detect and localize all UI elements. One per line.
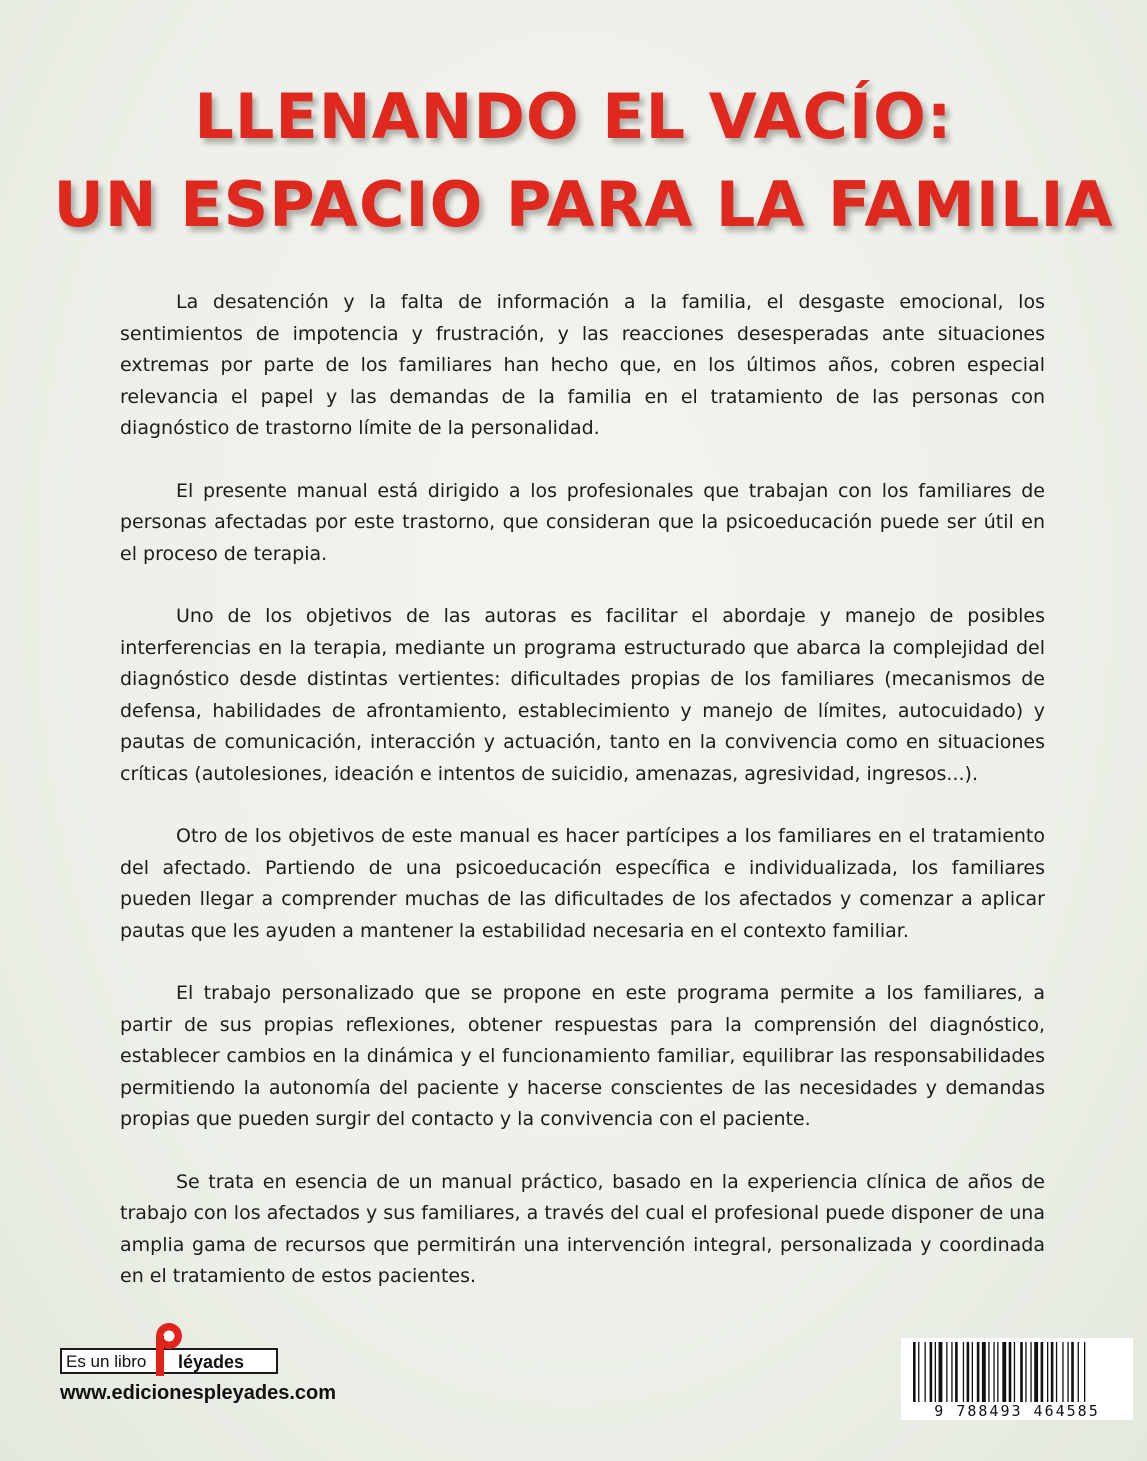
paragraph-2: El presente manual está dirigido a los profesionales que trabajan con los familiares de personas afectadas por este trastorno, que consideran que la psicoeducación puede ser útil en el proceso de terapia. bbox=[120, 479, 1045, 565]
barcode-bar bbox=[913, 1342, 916, 1402]
barcode bbox=[901, 1338, 1133, 1420]
barcode-bar bbox=[1047, 1342, 1048, 1402]
barcode-bars bbox=[901, 1338, 1133, 1404]
barcode-bar bbox=[993, 1342, 994, 1402]
logo-tagline: Es un libro bbox=[66, 1352, 147, 1371]
publisher-logo bbox=[60, 1322, 350, 1378]
barcode-bar bbox=[972, 1342, 973, 1402]
title-line-2: UN ESPACIO PARA LA FAMILIA bbox=[53, 168, 1114, 241]
publisher-website: www.edicionespleyades.com bbox=[60, 1382, 337, 1404]
paragraph-6: Se trata en esencia de un manual práctico, basado en la experiencia clínica de años de trabajo con los afectados y sus familiares, a través del cual el profesional puede disponer de una amplia gama de recursos que permitirán una intervención integral, personalizada y coordinada en el tratamiento de estos pacientes. bbox=[120, 1170, 1045, 1287]
barcode-bar bbox=[1056, 1342, 1057, 1402]
barcode-bar bbox=[1084, 1342, 1085, 1402]
barcode-bar bbox=[977, 1342, 980, 1402]
barcode-bar bbox=[982, 1342, 986, 1402]
barcode-bar bbox=[918, 1342, 919, 1402]
pleyades-p-icon bbox=[154, 1322, 184, 1378]
barcode-bar bbox=[930, 1342, 933, 1402]
isbn-number: 9 788493 464585 bbox=[901, 1402, 1133, 1420]
barcode-bar bbox=[1078, 1342, 1079, 1402]
barcode-bar bbox=[939, 1342, 943, 1402]
paragraph-5: El trabajo personalizado que se propone en este programa permite a los familiares, a partir de sus propias reflexiones, obtener respuestas para la comprensión del diagnóstico, establecer cambios en la dinámica y el funcionamiento familiar, equilibrar las responsabilidades permitiendo la autonomía del paciente y hacerse conscientes de las necesidades y demandas propias que pueden surgir del contacto y la convivencia con el paciente. bbox=[120, 982, 1045, 1130]
barcode-bar bbox=[935, 1342, 936, 1402]
barcode-bar bbox=[925, 1342, 926, 1402]
barcode-bar bbox=[1051, 1342, 1054, 1402]
barcode-bar bbox=[1009, 1342, 1012, 1402]
barcode-bar bbox=[1020, 1342, 1023, 1402]
barcode-bar bbox=[955, 1342, 958, 1402]
barcode-bar bbox=[946, 1342, 947, 1402]
logo-brand-text: léyades bbox=[178, 1352, 245, 1372]
barcode-bar bbox=[967, 1342, 970, 1402]
barcode-bar bbox=[1071, 1342, 1074, 1402]
barcode-bar bbox=[951, 1342, 952, 1402]
paragraph-4: Otro de los objetivos de este manual es hacer partícipes a los familiares en el tratamiento del afectado. Partiendo de una psicoeducación específica e individualizada, los familiares pueden llegar a comprender muchas de las dificultades de los afectados y comenzar a aplicar pautas que les ayuden a mantener la estabilidad necesaria en el contexto familiar. bbox=[120, 825, 1045, 942]
synopsis-text bbox=[120, 287, 1045, 1324]
barcode-bar bbox=[963, 1342, 964, 1402]
barcode-bar bbox=[1062, 1342, 1063, 1402]
barcode-bar bbox=[1030, 1342, 1031, 1402]
paragraph-3: Uno de los objetivos de las autoras es facilitar el abordaje y manejo de posibles interferencias en la terapia, mediante un programa estructurado que abarca la complejidad del diagnóstico desde distintas vertientes: dificultades propias de los familiares (mecanismos de defensa, habilidades de afrontamiento, establecimiento y manejo de límites, autocuidado) y pautas de comunicación, interacción y actuación, tanto en la convivencia como en situaciones críticas (autolesiones, ideación e intentos de suicidio, amenazas, agresividad, ingresos...). bbox=[120, 605, 1045, 785]
barcode-bar bbox=[1067, 1342, 1068, 1402]
barcode-bar bbox=[997, 1342, 998, 1402]
barcode-bar bbox=[1002, 1342, 1006, 1402]
barcode-bar bbox=[988, 1342, 989, 1402]
paragraph-1: La desatención y la falta de información a la familia, el desgaste emocional, los sentimientos de impotencia y frustración, y las reacciones desesperadas ante situaciones extremas por parte de los familiares han hecho que, en los últimos años, cobren especial relevancia el papel y las demandas de la familia en el tratamiento de las personas con diagnóstico de trastorno límite de la personalidad. bbox=[120, 291, 1045, 439]
barcode-bar bbox=[1041, 1342, 1044, 1402]
barcode-bar bbox=[1025, 1342, 1026, 1402]
barcode-bar bbox=[1014, 1342, 1015, 1402]
title-line-1: LLENANDO EL VACÍO: bbox=[194, 80, 953, 153]
barcode-bar bbox=[1034, 1342, 1038, 1402]
